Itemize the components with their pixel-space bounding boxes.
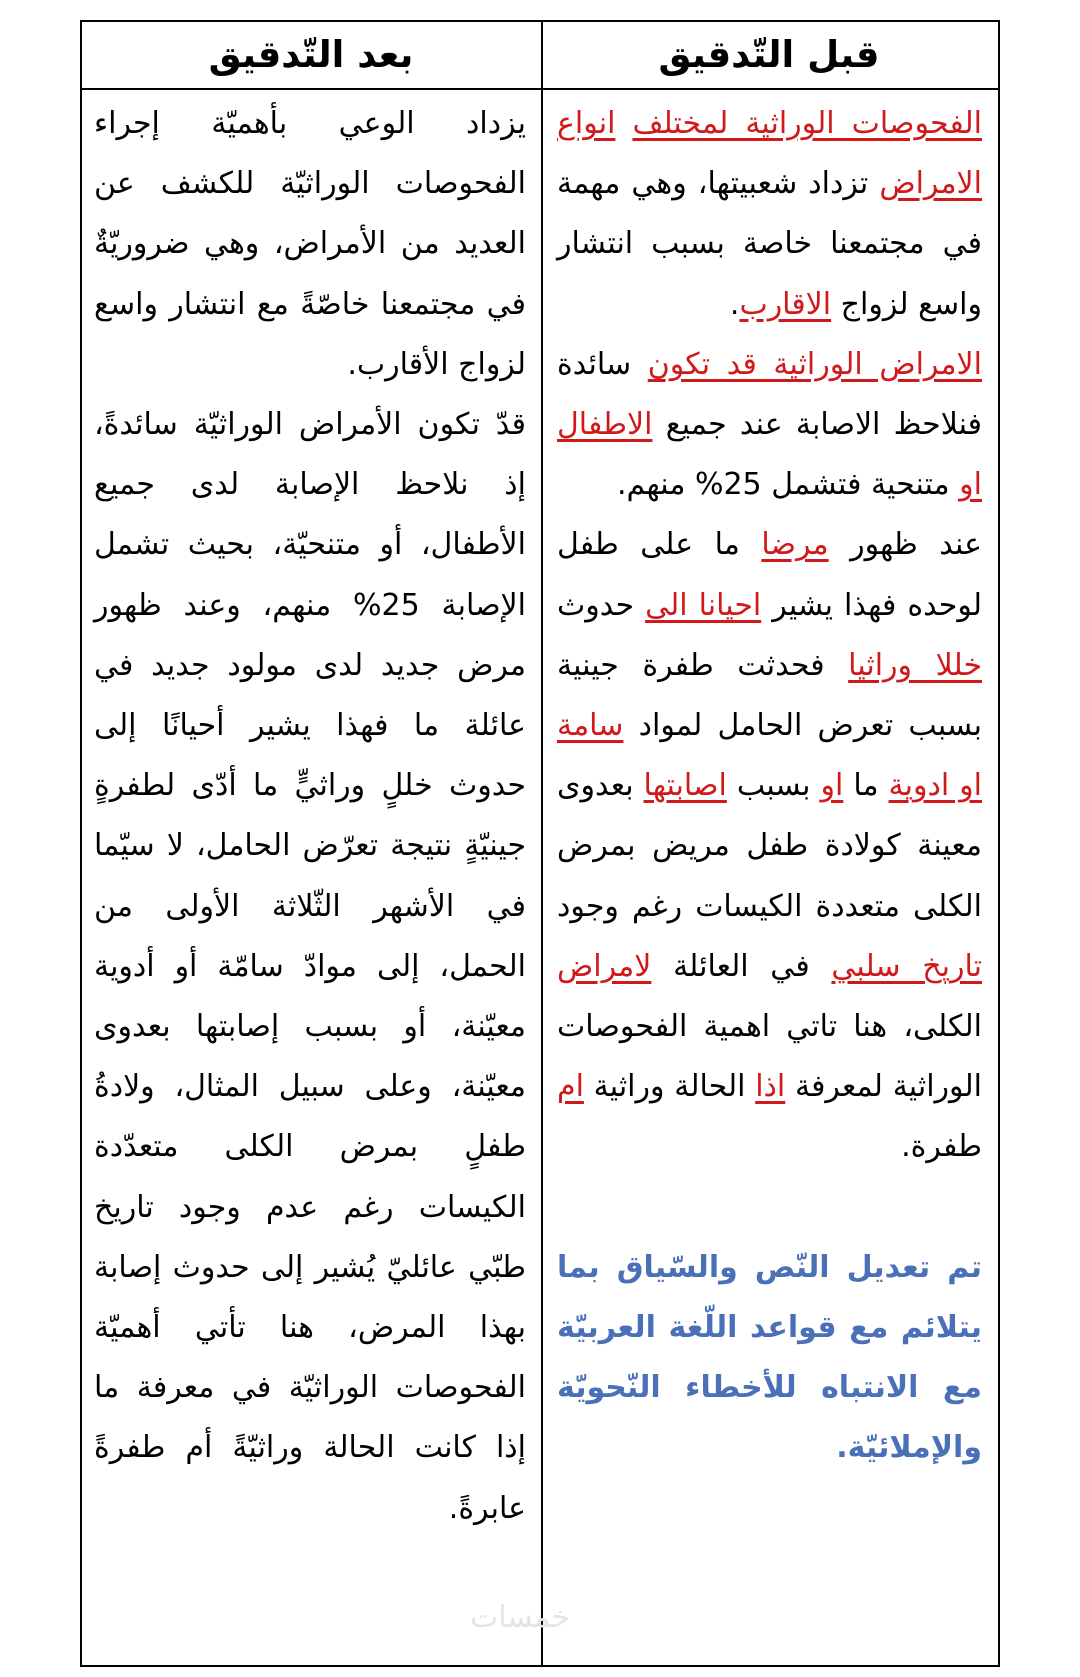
before-column — [557, 94, 982, 1478]
after-column — [94, 94, 526, 1539]
text-segment: ما — [843, 768, 889, 804]
error-highlight: اصابتها — [643, 768, 727, 804]
after-paragraph: يزداد الوعي بأهميّة إجراء الفحوصات الوراثيّة للكشف عن العديد من الأمراض، وهي ضروريّةٌ في مجتمعنا خاصّةً مع انتشار واسع لزواج الأقارب. — [94, 106, 526, 382]
before-paragraph — [557, 335, 982, 516]
text-segment: طفرة. — [901, 1129, 982, 1165]
header-after: بعد التّدقيق — [208, 33, 414, 76]
error-highlight: الاطفال او — [557, 407, 982, 503]
comparison-table — [80, 20, 1000, 1667]
text-segment — [615, 106, 632, 141]
text-segment: في العائلة — [651, 948, 832, 984]
error-highlight: لامراض — [557, 948, 652, 984]
text-segment: بسبب — [726, 768, 821, 804]
spacer — [557, 1178, 982, 1238]
error-highlight: انواع الامراض — [557, 106, 982, 202]
error-highlight: اذا — [755, 1069, 786, 1105]
error-highlight: مرضا — [761, 527, 829, 563]
text-segment: ما على طفل لوحده فهذا يشير — [557, 527, 982, 623]
before-paragraph — [557, 94, 982, 335]
watermark-logo: خمسات — [470, 1600, 571, 1635]
before-paragraph — [557, 515, 982, 1177]
text-segment: الكلى، هنا تاتي اهمية الفحوصات الوراثية لمعرفة — [557, 1009, 982, 1105]
text-segment: بعدوى معينة كولادة طفل مريض بمرض الكلى متعددة الكيسات رغم وجود — [557, 768, 982, 924]
error-highlight: احيانا الى — [645, 587, 762, 623]
text-segment: تزداد شعبيتها، وهي مهمة في مجتمعنا خاصة بسبب انتشار واسع لزواج — [557, 166, 982, 322]
error-highlight: الفحوصات الوراثية لمختلف — [632, 106, 982, 141]
error-highlight: سامة او ادوية — [557, 708, 982, 804]
error-highlight: الاقارب — [739, 286, 832, 322]
text-segment: سائدة فنلاحظ الاصابة عند جميع — [557, 346, 982, 443]
editor-note: تم تعديل النّص والسّياق بما يتلائم مع قواعد اللّغة العربيّة مع الانتباه للأخطاء النّحويّة والإملائيّة. — [557, 1249, 982, 1466]
text-segment: فحدثت طفرة جينية بسبب تعرض الحامل لمواد — [557, 647, 982, 744]
after-paragraph: قدّ تكون الأمراض الوراثيّة سائدةً، إذ نلاحظ الإصابة لدى جميع الأطفال، أو متنحيّة، بحيث تشمل الإصابة 25% منهم، وعند ظهور مرض جديد لدى مولود جديد في عائلة ما فهذا يشير أحيانًا إلى حدوث خللٍ وراثيٍّ ما أدّى لطفرةٍ جينيّةٍ نتيجة تعرّض الحامل، لا سيّما في الأشهر الثّلاثة الأولى من الحمل، إلى موادّ سامّة أو أدوية معيّنة، أو بسبب إصابتها بعدوى معيّنة، وعلى سبيل المثال، ولادةُ طفلٍ بمرض الكلى متعدّدة الكيسات رغم عدم وجود تاريخ طبّي عائليّ يُشير إلى حدوث إصابة بهذا المرض، هنا تأتي أهميّة الفحوصات الوراثيّة في معرفة ما إذا كانت الحالة وراثيّةً أم طفرةً عابرةً. — [94, 407, 526, 1526]
error-highlight: تاريخ سلبي — [831, 948, 982, 984]
text-segment: متنحية فتشمل 25% منهم. — [616, 467, 960, 503]
text-segment: عند ظهور — [828, 527, 982, 563]
text-segment: حدوث — [557, 587, 646, 623]
error-highlight: الامراض الوراثية قد تكون — [647, 346, 982, 382]
header-divider — [82, 88, 998, 90]
error-highlight: خللا وراثيا — [848, 647, 982, 683]
text-segment: الحالة وراثية — [583, 1069, 756, 1105]
column-divider — [541, 22, 543, 1665]
error-highlight: او — [820, 768, 844, 804]
header-before: قبل التّدقيق — [658, 33, 880, 76]
text-segment: . — [729, 286, 740, 322]
error-highlight: ام — [557, 1069, 584, 1105]
